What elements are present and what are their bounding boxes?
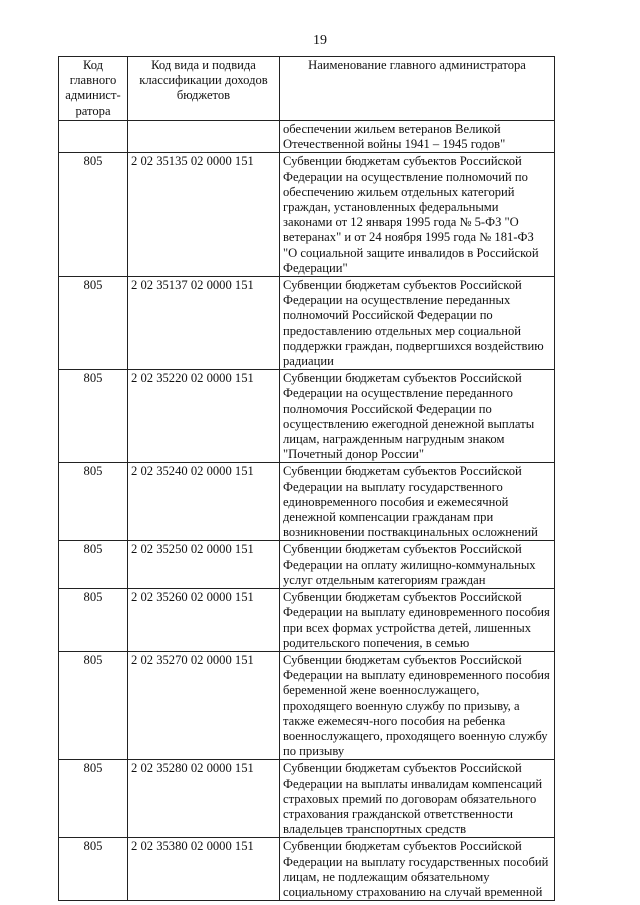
table-row [59,121,555,153]
classification-code-cell: 2 02 35270 02 0000 151 [128,651,280,759]
header-admin-code: Код главного админист-ратора [59,57,128,121]
admin-name-cell: Субвенции бюджетам субъектов Российской Федерации на выплату государственных пособий лицам, не подлежащим обязательному социальному страхованию на случай временной [280,838,555,901]
table-row [59,589,555,652]
table-row [59,838,555,901]
admin-name-cell: Субвенции бюджетам субъектов Российской Федерации на выплату государственного единовременного пособия и ежемесячной денежной компенсации гражданам при возникновении поствакцинальных осложнений [280,463,555,541]
classification-code-cell: 2 02 35260 02 0000 151 [128,589,280,652]
admin-name-cell: Субвенции бюджетам субъектов Российской Федерации на осуществление переданного полномочия Российской Федерации по осуществлению ежегодной денежной выплаты лицам, награжденным нагрудным знаком "Почетный донор России" [280,370,555,463]
admin-name-cell: Субвенции бюджетам субъектов Российской Федерации на осуществление полномочий по обеспечению жильем отдельных категорий граждан, установленных федеральными законами от 12 января 1995 года № 5-ФЗ "О ветеранах" и от 24 ноября 1995 года № 181-ФЗ "О социальной защите инвалидов в Российской Федерации" [280,153,555,277]
admin-code-cell: 805 [59,838,128,901]
classification-code-cell: 2 02 35250 02 0000 151 [128,541,280,589]
admin-code-cell: 805 [59,277,128,370]
table-row [59,760,555,838]
admin-code-cell: 805 [59,589,128,652]
table-row [59,277,555,370]
table-row [59,153,555,277]
admin-code-cell: 805 [59,760,128,838]
classification-code-cell: 2 02 35280 02 0000 151 [128,760,280,838]
classification-code-cell: 2 02 35135 02 0000 151 [128,153,280,277]
table-header-row [59,57,555,121]
admin-name-cell: Субвенции бюджетам субъектов Российской Федерации на выплаты инвалидам компенсаций страховых премий по договорам обязательного страхования гражданской ответственности владельцев транспортных средств [280,760,555,838]
table-row [59,651,555,759]
admin-name-cell: обеспечении жильем ветеранов Великой Отечественной войны 1941 – 1945 годов" [280,121,555,153]
admin-code-cell: 805 [59,541,128,589]
classification-code-cell: 2 02 35137 02 0000 151 [128,277,280,370]
table-row [59,541,555,589]
admin-name-cell: Субвенции бюджетам субъектов Российской Федерации на оплату жилищно-коммунальных услуг отдельным категориям граждан [280,541,555,589]
header-classification-code: Код вида и подвида классификации доходов бюджетов [128,57,280,121]
page-number: 19 [313,33,327,48]
table-row [59,463,555,541]
revenue-administrators-table [58,56,555,901]
admin-name-cell: Субвенции бюджетам субъектов Российской Федерации на выплату единовременного пособия беременной жене военнослужащего, проходящего военную службу по призыву, а также ежемесяч-ного пособия на ребенка военнослужащего, проходящего военную службу по призыву [280,651,555,759]
classification-code-cell: 2 02 35220 02 0000 151 [128,370,280,463]
admin-code-cell: 805 [59,370,128,463]
admin-code-cell: 805 [59,153,128,277]
admin-code-cell: 805 [59,651,128,759]
header-admin-name: Наименование главного администратора [280,57,555,121]
classification-code-cell [128,121,280,153]
table-body [59,121,555,901]
classification-code-cell: 2 02 35380 02 0000 151 [128,838,280,901]
classification-code-cell: 2 02 35240 02 0000 151 [128,463,280,541]
table-row [59,370,555,463]
admin-name-cell: Субвенции бюджетам субъектов Российской Федерации на осуществление переданных полномочий Российской Федерации по предоставлению отдельных мер социальной поддержки граждан, подвергшихся воздействию радиации [280,277,555,370]
admin-name-cell: Субвенции бюджетам субъектов Российской Федерации на выплату единовременного пособия при всех формах устройства детей, лишенных родительского попечения, в семью [280,589,555,652]
admin-code-cell [59,121,128,153]
admin-code-cell: 805 [59,463,128,541]
